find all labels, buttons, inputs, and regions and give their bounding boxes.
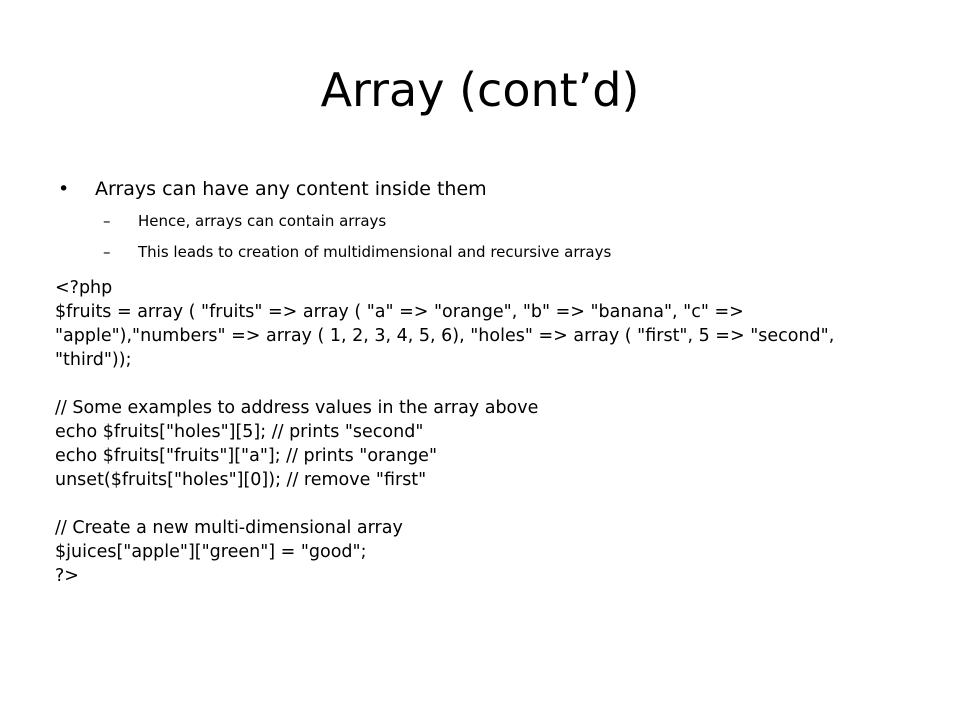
bullet-marker: •	[58, 178, 70, 200]
sub-bullet-text: Hence, arrays can contain arrays	[138, 212, 387, 230]
code-line-blank	[55, 492, 915, 516]
code-line: unset($fruits["holes"][0]); // remove "first"	[55, 470, 427, 490]
code-line: // Create a new multi-dimensional array	[55, 518, 403, 538]
code-line: echo $fruits["holes"][5]; // prints "second"	[55, 422, 424, 442]
code-line: $juices["apple"]["green"] = "good";	[55, 542, 367, 562]
slide-title: Array (cont’d)	[320, 63, 640, 117]
code-block	[55, 276, 915, 588]
code-line: "apple"),"numbers" => array ( 1, 2, 3, 4, 5, 6), "holes" => array ( "first", 5 => "second",	[55, 326, 835, 346]
sub-bullet-marker: –	[103, 243, 111, 261]
bullet-text: Arrays can have any content inside them	[95, 178, 487, 200]
sub-bullet-marker: –	[103, 212, 111, 230]
code-line: // Some examples to address values in the array above	[55, 398, 539, 418]
sub-bullet-text: This leads to creation of multidimensional and recursive arrays	[138, 243, 612, 261]
code-line-blank	[55, 372, 915, 396]
code-line: $fruits = array ( "fruits" => array ( "a" => "orange", "b" => "banana", "c" =>	[55, 302, 744, 322]
code-line: "third"));	[55, 350, 132, 370]
code-line: echo $fruits["fruits"]["a"]; // prints "orange"	[55, 446, 437, 466]
code-line: <?php	[55, 278, 113, 298]
code-line: ?>	[55, 566, 79, 586]
